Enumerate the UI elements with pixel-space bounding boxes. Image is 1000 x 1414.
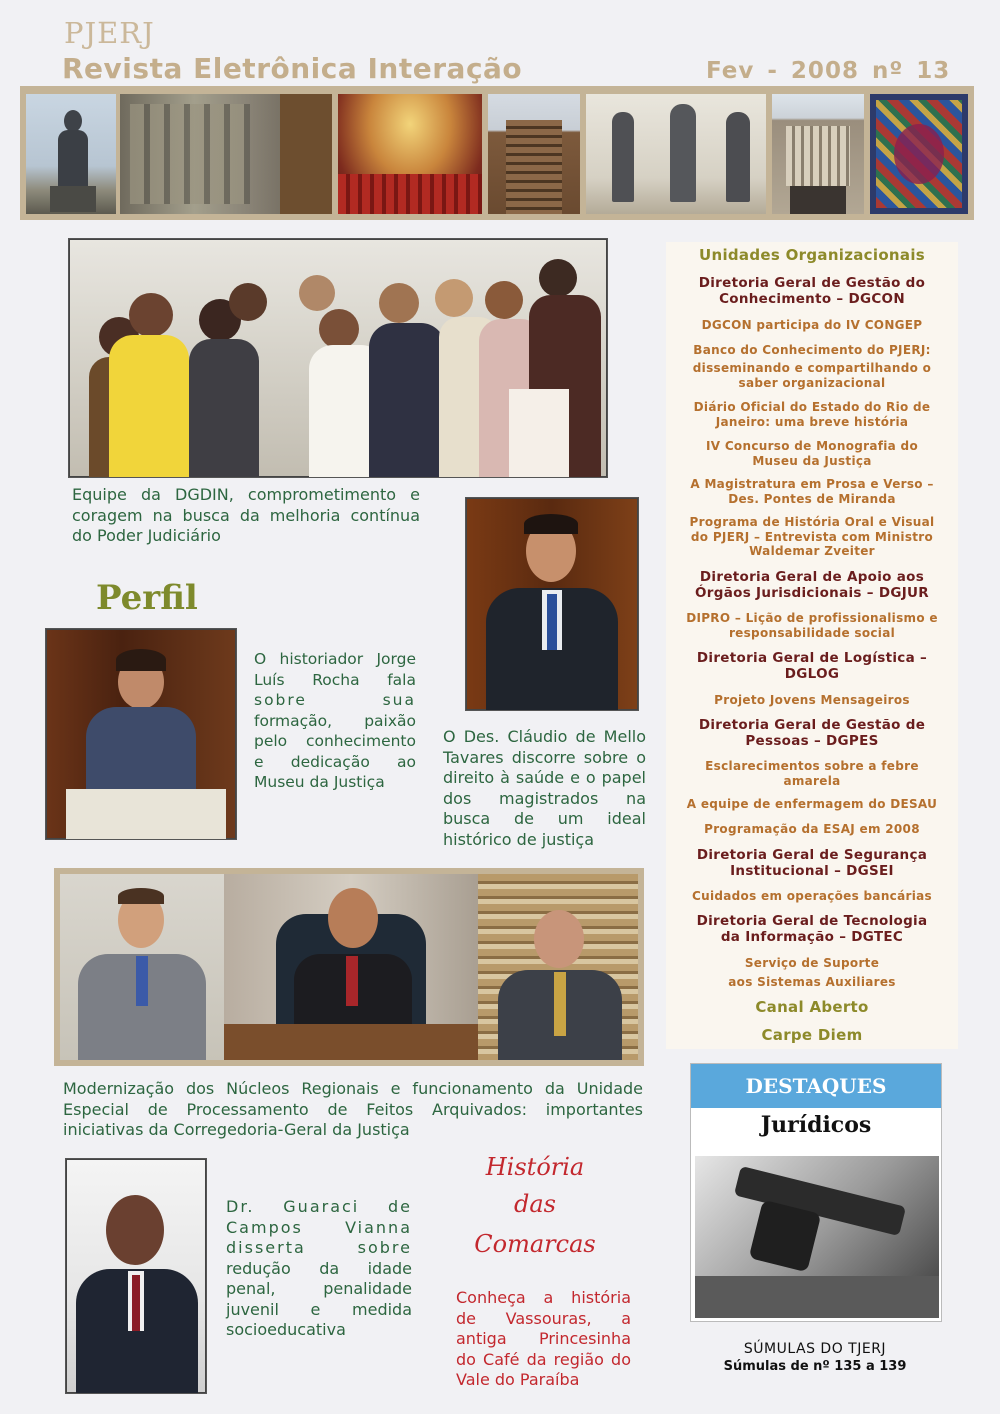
banner-tower-photo [488, 94, 580, 214]
banner-auditorium-photo [338, 94, 482, 214]
historian-caption-line: pelo conhecimento [254, 732, 416, 750]
guaraci-caption-line: redução da idade [226, 1258, 412, 1278]
destaques-title: DESTAQUES [691, 1064, 941, 1108]
sidebar-item[interactable]: Diretoria Geral de Tecnologia da Informação – DGTEC [696, 913, 928, 945]
banner-stained-glass-photo [870, 94, 968, 214]
sidebar-item[interactable]: Esclarecimentos sobre a febre amarela [705, 759, 919, 788]
perfil-heading: Perfil [96, 578, 198, 618]
historian-caption-line: O historiador Jorge [254, 650, 416, 668]
historian-caption-line: sobre sua [254, 691, 416, 709]
issue-label: Fev - 2008 nº 13 [706, 58, 951, 84]
sidebar-panel [666, 242, 958, 1049]
guaraci-caption-line: disserta sobre [226, 1238, 412, 1257]
historia-caption-line: Vale do Paraíba [456, 1370, 580, 1389]
historia-caption [456, 1288, 631, 1391]
sumulas-title[interactable]: SÚMULAS DO TJERJ [743, 1341, 887, 1357]
sidebar-item[interactable]: DGCON participa do IV CONGEP [701, 318, 923, 332]
sidebar-item[interactable]: Diário Oficial do Estado do Rio de Janeiro: uma breve história [693, 400, 931, 429]
guaraci-caption-line: socioeducativa [226, 1320, 346, 1339]
sidebar-item[interactable]: A equipe de enfermagem do DESAU [686, 797, 938, 811]
guaraci-caption-line: penal, penalidade [226, 1279, 412, 1298]
magazine-title: Revista Eletrônica Interação [62, 52, 523, 85]
team-caption: Equipe da DGDIN, comprometimento e coragem na busca da melhoria contínua do Poder Judiciário [72, 485, 420, 545]
corregedoria-photo-center [224, 874, 478, 1060]
sidebar-item[interactable]: Cuidados em operações bancárias [692, 889, 932, 903]
sidebar-item[interactable]: Programa de História Oral e Visual do PJERJ – Entrevista com Ministro Waldemar Zveiter [689, 515, 935, 558]
destaques-subtitle: Jurídicos [760, 1112, 872, 1138]
sidebar-title: Unidades Organizacionais [698, 246, 925, 264]
corregedoria-photo-frame [54, 868, 644, 1066]
corregedoria-photo-right [478, 874, 638, 1060]
historian-caption-line: Luís Rocha fala [254, 670, 416, 689]
historia-heading[interactable] [460, 1150, 610, 1264]
claudio-caption-line: busca de um ideal [443, 809, 646, 828]
historian-caption-line: Museu da Justiça [254, 773, 385, 791]
historia-caption-line: do Café da região do [456, 1349, 631, 1369]
sidebar-item[interactable]: Diretoria Geral de Gestão de Pessoas – DGPES [698, 717, 926, 749]
sidebar-item-carpe-diem[interactable]: Carpe Diem [761, 1026, 863, 1044]
claudio-caption [443, 727, 646, 850]
modernizacao-caption: Modernização dos Núcleos Regionais e funcionamento da Unidade Especial de Processamento de Feitos Arquivados: importantes iniciativas da Corregedoria-Geral da Justiça [63, 1079, 643, 1139]
sidebar-item[interactable]: Diretoria Geral de Gestão do Conhecimento – DGCON [698, 275, 926, 307]
historian-caption [254, 649, 416, 793]
guaraci-caption-line: Dr. Guaraci de [226, 1197, 412, 1216]
banner-building-photo [120, 94, 332, 214]
claudio-caption-line: histórico de justiça [443, 829, 595, 849]
guaraci-photo [65, 1158, 207, 1394]
claudio-caption-line: Tavares discorre sobre o [443, 747, 646, 767]
sumulas-subtitle[interactable]: Súmulas de nº 135 a 139 [723, 1359, 907, 1374]
corregedoria-photo-left [60, 874, 224, 1060]
guaraci-caption [226, 1197, 412, 1341]
historian-caption-line: e dedicação ao [254, 752, 416, 771]
sidebar-item[interactable]: aos Sistemas Auxiliares [728, 975, 896, 989]
sidebar-item[interactable]: A Magistratura em Prosa e Verso – Des. Pontes de Miranda [690, 477, 934, 506]
claudio-caption-line: direito à saúde e o papel [443, 768, 646, 787]
sidebar-item[interactable]: Programação da ESAJ em 2008 [704, 822, 920, 836]
team-photo [68, 238, 608, 478]
photo-banner [20, 86, 974, 220]
gavel-photo [695, 1156, 939, 1318]
brand-name: PJERJ [64, 16, 155, 50]
guaraci-caption-line: Campos Vianna [226, 1217, 412, 1237]
historia-heading-line: Comarcas [474, 1230, 596, 1258]
sidebar-item[interactable]: Diretoria Geral de Segurança Institucional – DGSEI [696, 847, 928, 879]
historia-caption-line: Conheça a história [456, 1288, 631, 1307]
destaques-box[interactable] [690, 1063, 942, 1322]
banner-sculptures-photo [586, 94, 766, 214]
sidebar-item[interactable]: IV Concurso de Monografia do Museu da Justiça [706, 439, 918, 468]
historian-photo [45, 628, 237, 840]
banner-statue-photo [26, 94, 116, 214]
sidebar-item-canal-aberto[interactable]: Canal Aberto [755, 998, 869, 1016]
sidebar-item[interactable]: Projeto Jovens Mensageiros [714, 693, 910, 707]
historia-heading-line: das [514, 1190, 556, 1218]
sidebar-item[interactable]: disseminando e compartilhando o saber organizacional [692, 361, 932, 390]
sidebar-item[interactable]: Diretoria Geral de Apoio aos Órgãos Jurisdicionais – DGJUR [695, 569, 929, 601]
sidebar-item[interactable]: Serviço de Suporte [744, 956, 880, 970]
claudio-caption-line: dos magistrados na [443, 788, 646, 808]
sidebar-item[interactable]: DIPRO – Lição de profissionalismo e responsabilidade social [686, 611, 938, 640]
claudio-caption-line: O Des. Cláudio de Mello [443, 727, 646, 746]
historia-caption-line: de Vassouras, a [456, 1308, 631, 1328]
claudio-photo [465, 497, 639, 711]
sidebar-item[interactable]: Banco do Conhecimento do PJERJ: [693, 343, 931, 357]
historian-caption-line: formação, paixão [254, 711, 416, 730]
historia-heading-line: História [485, 1153, 585, 1181]
sidebar-item[interactable]: Diretoria Geral de Logística – DGLOG [696, 650, 928, 682]
guaraci-caption-line: juvenil e medida [226, 1299, 412, 1319]
banner-facade-photo [772, 94, 864, 214]
historia-caption-line: antiga Princesinha [456, 1329, 631, 1348]
